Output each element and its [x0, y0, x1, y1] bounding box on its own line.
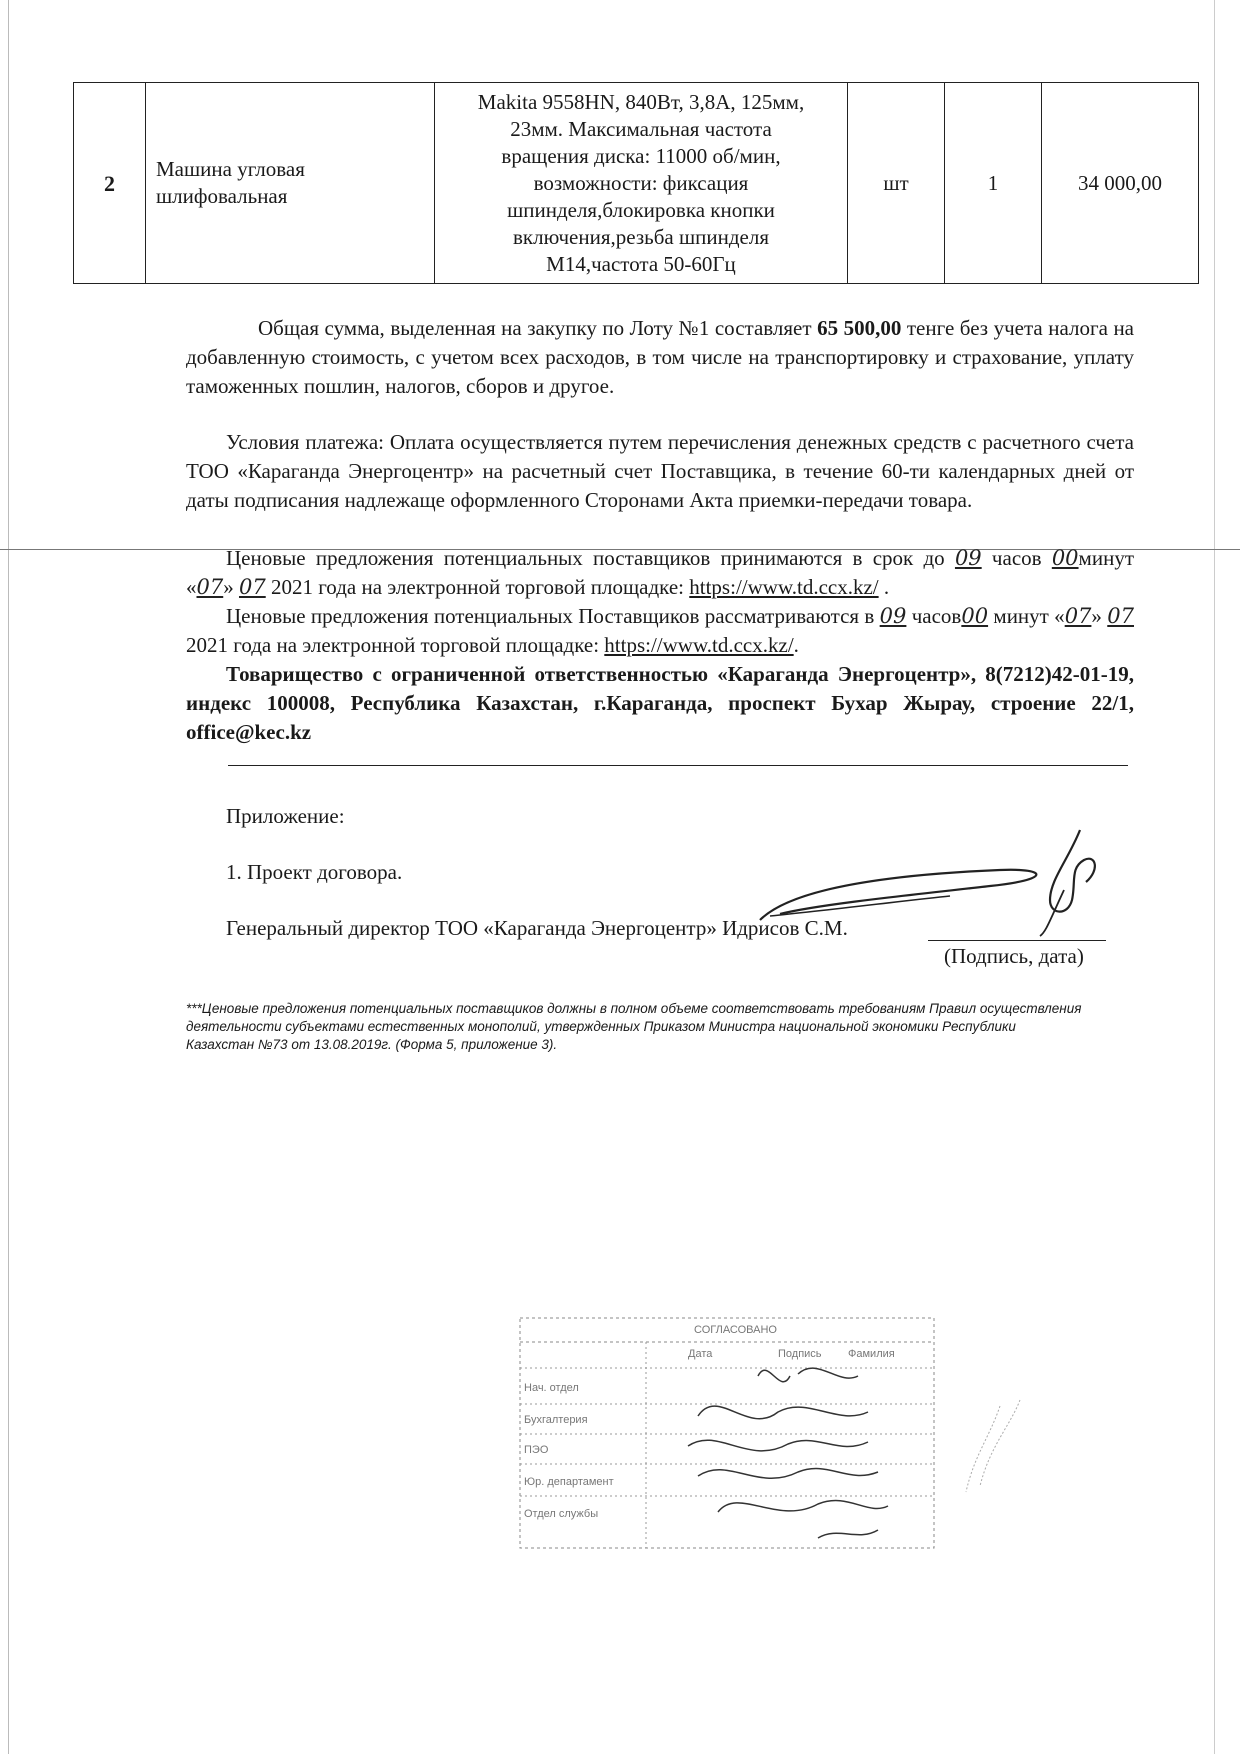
separator-line: [228, 765, 1128, 766]
review-deadline: Ценовые предложения потенциальных Поставщиков рассматриваются в 09 часов00 минут «07» 07 2021 года на электронной торговой площадке: https://www.td.ccx.kz/.: [186, 604, 1134, 657]
spec-line: вращения диска: 11000 об/мин,: [501, 143, 781, 168]
platform-link[interactable]: https://www.td.ccx.kz/: [604, 633, 794, 657]
total-amount: 65 500,00: [817, 316, 902, 340]
handwritten-hour: 09: [954, 546, 982, 570]
item-name-cell: [146, 83, 435, 284]
signatory-line: Генеральный директор ТОО «Караганда Энергоцентр» Идрисов С.М.: [226, 916, 848, 940]
spec-line: М14,частота 50-60Гц: [546, 251, 736, 276]
total-paragraph: Общая сумма, выделенная на закупку по Лоту №1 составляет 65 500,00 тенге без учета налога на добавленную стоимость, с учетом всех расходов, в том числе на транспортировку и страхование, уплату таможенных пошлин, налогов, сборов и другое.: [186, 316, 1134, 398]
stamp-title: СОГЛАСОВАНО: [694, 1324, 777, 1336]
unit-cell: шт: [848, 83, 945, 284]
stamp-row: Бухгалтерия: [524, 1414, 588, 1426]
stamp-column: Фамилия: [848, 1348, 895, 1360]
spec-line: включения,резьба шпинделя: [513, 224, 769, 249]
spec-line: 23мм. Максимальная частота: [510, 116, 772, 141]
scan-edge-right: [1214, 0, 1215, 1754]
stamp-row: Отдел службы: [524, 1508, 599, 1520]
quantity-cell: 1: [945, 83, 1042, 284]
item-spec-cell: [435, 83, 848, 284]
director-signature: [750, 820, 1120, 940]
stamp-column: Дата: [688, 1348, 713, 1360]
spec-line: возможности: фиксация: [533, 170, 749, 195]
spec-line: шпинделя,блокировка кнопки: [507, 197, 775, 222]
approval-stamp: [518, 1316, 938, 1552]
appendix-title: Приложение:: [226, 804, 345, 828]
items-table: [73, 82, 1199, 284]
handwritten-minute: 00: [1051, 546, 1079, 570]
acceptance-deadline: Ценовые предложения потенциальных поставщиков принимаются в срок до 09 часов 00минут «07» 07 2021 года на электронной торговой площадке: https://www.td.ccx.kz/ .: [186, 546, 1134, 599]
handwritten-month: 07: [238, 575, 266, 599]
payment-terms: Условия платежа: Оплата осуществляется путем перечисления денежных средств с расчетного счета ТОО «Караганда Энергоцентр» на расчетный счет Поставщика, в течение 60-ти календарных дней от даты подписания надлежаще оформленного Сторонами Акта приемки-передачи товара.: [186, 430, 1134, 512]
price-cell: 34 000,00: [1042, 83, 1199, 284]
signature-underline: [928, 940, 1106, 941]
platform-link[interactable]: https://www.td.ccx.kz/: [689, 575, 879, 599]
row-number: 2: [74, 83, 146, 284]
handwritten-hour: 09: [879, 604, 907, 628]
footnote: ***Ценовые предложения потенциальных поставщиков должны в полном объеме соответствовать требованиям Правил осуществления деятельности субъектами естественных монополий, утвержденных Приказом Министра национальной экономики Республики Казахстан №73 от 13.08.2019г. (Форма 5, приложение 3).: [186, 1001, 1082, 1052]
handwritten-day: 07: [196, 575, 224, 599]
signature-caption: (Подпись, дата): [944, 944, 1084, 968]
scan-edge-left: [8, 0, 9, 1754]
handwritten-day: 07: [1064, 604, 1092, 628]
spec-line: Makita 9558HN, 840Вт, 3,8А, 125мм,: [477, 89, 805, 114]
stamp-row: Юр. департамент: [524, 1476, 614, 1488]
handwritten-month: 07: [1107, 604, 1134, 628]
appendix-item: 1. Проект договора.: [226, 860, 403, 884]
item-name-line: Машина угловая: [156, 157, 305, 181]
handwritten-minute: 00: [961, 604, 989, 628]
stamp-row: Нач. отдел: [524, 1382, 579, 1394]
stamp-row: ПЭО: [524, 1444, 549, 1456]
table-row: [74, 83, 1199, 284]
stamp-column: Подпись: [778, 1348, 822, 1360]
company-details: Товарищество с ограниченной ответственностью «Караганда Энергоцентр», 8(7212)42-01-19, индекс 100008, Республика Казахстан, г.Караганда, проспект Бухар Жырау, строение 22/1, office@kec.kz: [186, 662, 1134, 744]
margin-scribble: [960, 1396, 1040, 1496]
item-name-line: шлифовальная: [156, 184, 288, 208]
